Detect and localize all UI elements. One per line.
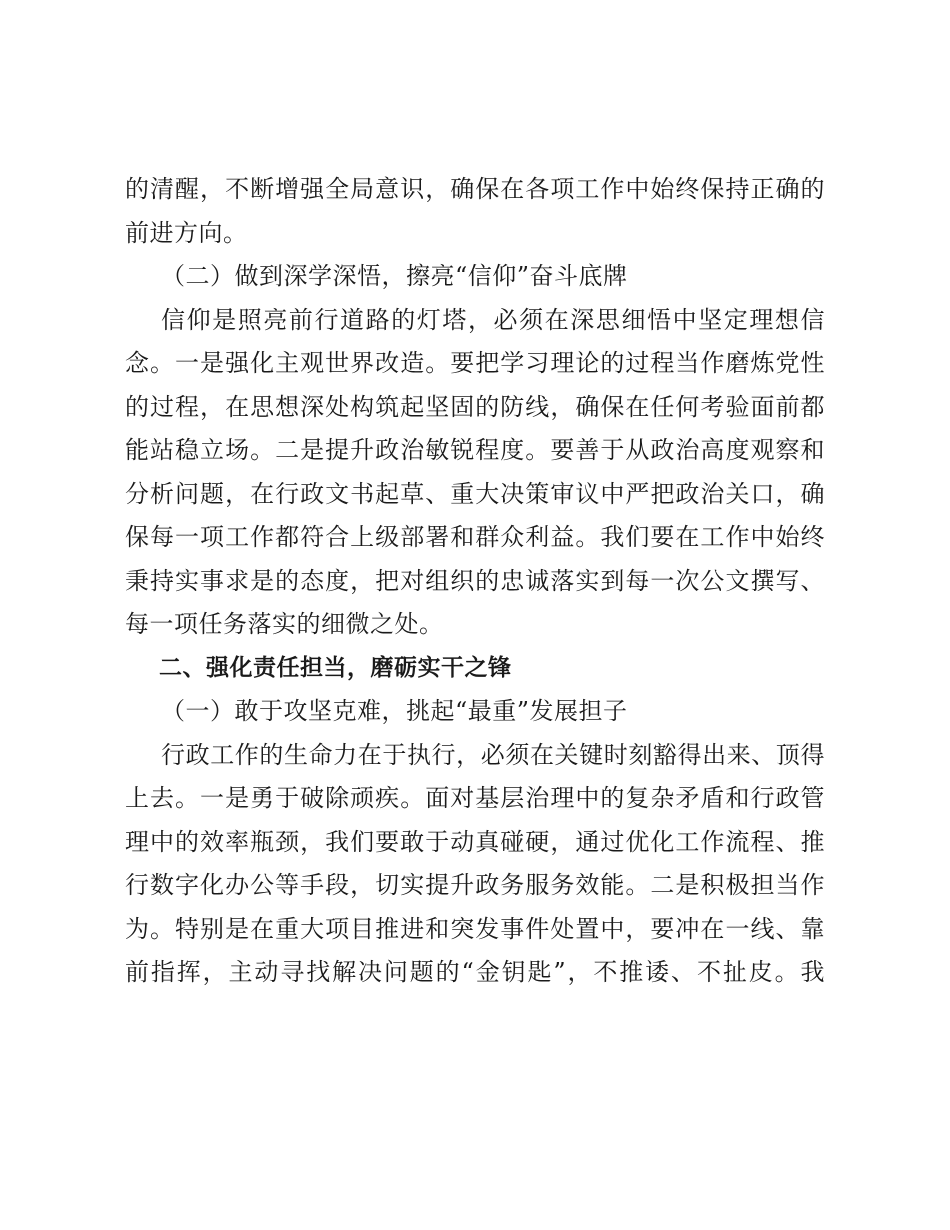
paragraph-line: 分析问题，在行政文书起草、重大决策审议中严把政治关口，确 (125, 479, 825, 508)
paragraph-line: 上去。一是勇于破除顽疾。面对基层治理中的复杂矛盾和行政管 (125, 784, 825, 812)
paragraph-line: 前进方向。 (125, 218, 248, 247)
paragraph-line: 秉持实事求是的态度，把对组织的忠诚落实到每一次公文撰写、 (125, 566, 825, 595)
paragraph-line: 每一项任务落实的细微之处。 (125, 610, 444, 638)
paragraph-line: 保每一项工作都符合上级部署和群众利益。我们要在工作中始终 (125, 523, 825, 551)
subsection-heading: （二）做到深学深悟，擦亮“信仰”奋斗底牌 (161, 262, 628, 290)
paragraph-line: 前指挥，主动寻找解决问题的“金钥匙”，不推诿、不扯皮。我 (125, 958, 825, 986)
paragraph-line: 行数字化办公等手段，切实提升政务服务效能。二是积极担当作 (125, 871, 825, 899)
section-heading: 二、强化责任担当，磨砺实干之锋 (159, 654, 512, 681)
paragraph-line: 为。特别是在重大项目推进和突发事件处置中，要冲在一线、靠 (125, 914, 825, 943)
paragraph-line: 行政工作的生命力在于执行，必须在关键时刻豁得出来、顶得 (161, 740, 825, 769)
paragraph-line: 念。一是强化主观世界改造。要把学习理论的过程当作磨炼党性 (125, 349, 825, 377)
paragraph-line: 信仰是照亮前行道路的灯塔，必须在深思细悟中坚定理想信 (161, 305, 825, 334)
subsection-heading: （一）敢于攻坚克难，挑起“最重”发展担子 (161, 697, 628, 725)
paragraph-line: 的过程，在思想深处构筑起坚固的防线，确保在任何考验面前都 (125, 392, 825, 421)
paragraph-line: 能站稳立场。二是提升政治敏锐程度。要善于从政治高度观察和 (125, 436, 825, 464)
paragraph-line: 的清醒，不断增强全局意识，确保在各项工作中始终保持正确的 (125, 175, 825, 203)
paragraph-line: 理中的效率瓶颈，我们要敢于动真碰硬，通过优化工作流程、推 (125, 827, 825, 856)
document-body (125, 168, 825, 995)
